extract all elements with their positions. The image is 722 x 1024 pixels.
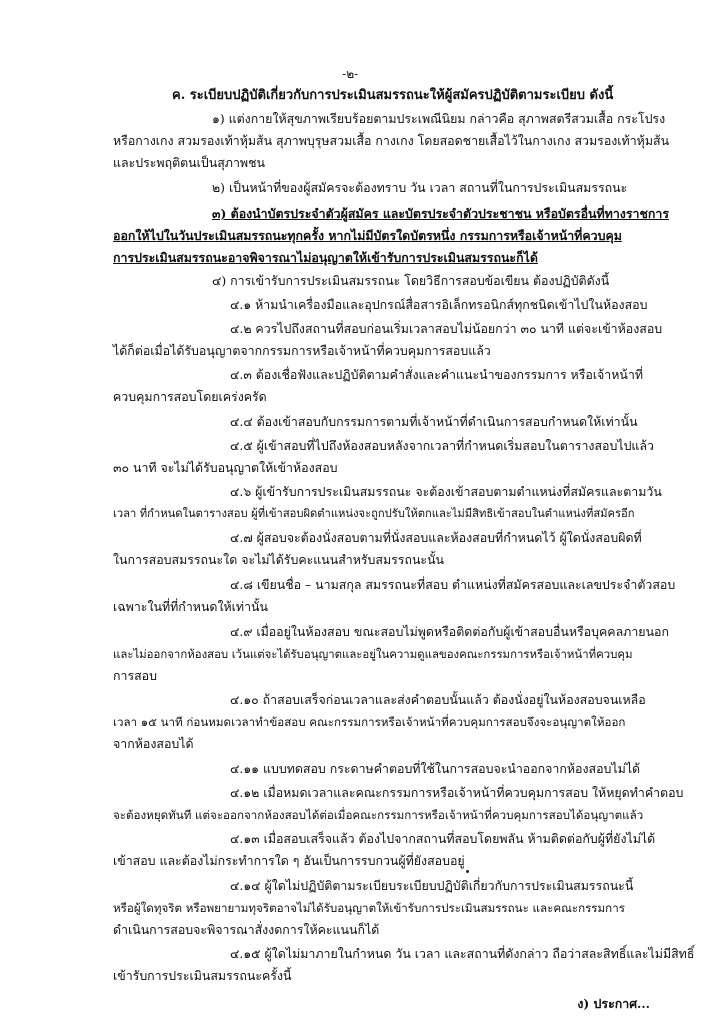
text-line-emphasis: การประเมินสมรรถนะอาจพิจารณาไม่อนุญาตให้เข้ารับการประเมินสมรรถนะก็ได้ bbox=[113, 250, 538, 265]
text-line: ๔.๑๑ แบบทดสอบ กระดาษคำตอบที่ใช้ในการสอบจะนำออกจากห้องสอบไม่ได้ bbox=[230, 761, 641, 776]
text-line: จะต้องหยุดทันที แต่จะออกจากห้องสอบได้ต่อเมื่อคณะกรรมการหรือเจ้าหน้าที่ควบคุมการสอบได้อนุญาตแล้ว bbox=[113, 808, 644, 822]
text-line: ดำเนินการสอบจะพิจารณาสั่งงดการให้คะแนนก็ได้ bbox=[113, 922, 380, 937]
text-line: การสอบ bbox=[113, 668, 157, 683]
text-line: ได้ก็ต่อเมื่อได้รับอนุญาตจากกรรมการหรือเจ้าหน้าที่ควบคุมการสอบแล้ว bbox=[113, 343, 491, 358]
text-line: ๔.๔ ต้องเข้าสอบกับกรรมการตามที่เจ้าหน้าที่ดำเนินการสอบกำหนดให้เท่านั้น bbox=[230, 414, 638, 429]
text-line: เวลา ที่กำหนดในตารางสอบ ผู้ที่เข้าสอบผิดตำแหน่งจะถูกปรับให้ตกและไม่มีสิทธิเข้าสอบในตำแหน่งที่สมัครอีก bbox=[113, 507, 635, 520]
text-line: ๔.๒ ควรไปถึงสถานที่สอบก่อนเริ่มเวลาสอบไม่น้อยกว่า ๓๐ นาที แต่จะเข้าห้องสอบ bbox=[230, 321, 663, 336]
text-line: ๔.๑๓ เมื่อสอบเสร็จแล้ว ต้องไปจากสถานที่สอบโดยพลัน ห้ามติดต่อกับผู้ที่ยังไม่ได้ bbox=[230, 831, 656, 846]
text-line: และประพฤติตนเป็นสุภาพชน bbox=[113, 155, 265, 170]
text-line-emphasis: ออกให้ไปในวันประเมินสมรรถนะทุกครั้ง หากไม่มีบัตรใดบัตรหนึ่ง กรรมการหรือเจ้าหน้าที่ควบคุม bbox=[113, 228, 622, 243]
text-line: ๔.๓ ต้องเชื่อฟังและปฏิบัติตามคำสั่งและคำแนะนำของกรรมการ หรือเจ้าหน้าที่ bbox=[230, 367, 644, 382]
section-heading: ค. ระเบียบปฏิบัติเกี่ยวกับการประเมินสมรรถนะให้ผู้สมัครปฏิบัติตามระเบียบ ดังนี้ bbox=[172, 88, 614, 103]
text-line: ๔.๗ ผู้สอบจะต้องนั่งสอบตามที่นั่งสอบและห้องสอบที่กำหนดไว้ ผู้ใดนั่งสอบผิดที่ bbox=[230, 530, 642, 545]
text-line: หรือผู้ใดทุจริต หรือพยายามทุจริตอาจไม่ได้รับอนุญาตให้เข้ารับการประเมินสมรรถนะ และคณะกรรมการ bbox=[113, 901, 625, 915]
text-line: ๒) เป็นหน้าที่ของผู้สมัครจะต้องทราบ วัน เวลา สถานที่ในการประเมินสมรรถนะ bbox=[212, 180, 628, 195]
text-line: ๓๐ นาที จะไม่ได้รับอนุญาตให้เข้าห้องสอบ bbox=[113, 460, 338, 475]
text-line: ๔.๑๐ ถ้าสอบเสร็จก่อนเวลาและส่งคำตอบนั้นแล้ว ต้องนั่งอยู่ในห้องสอบจนเหลือ bbox=[230, 692, 646, 707]
text-line: เวลา ๑๕ นาที ก่อนหมดเวลาทำข้อสอบ คณะกรรมการหรือเจ้าหน้าที่ควบคุมการสอบจึงจะอนุญาตให้ออก bbox=[113, 715, 626, 729]
text-line: ๔.๑๔ ผู้ใดไม่ปฏิบัติตามระเบียบระเบียบปฏิบัติเกี่ยวกับการประเมินสมรรถนะนี้ bbox=[230, 878, 634, 893]
text-line: ๔.๑ ห้ามนำเครื่องมือและอุปกรณ์สื่อสารอิเล็กทรอนิกส์ทุกชนิดเข้าไปในห้องสอบ bbox=[230, 297, 648, 312]
text-line: ๔.๑๕ ผู้ใดไม่มาภายในกำหนด วัน เวลา และสถานที่ดังกล่าว ถือว่าสละสิทธิ์และไม่มีสิทธิ์ bbox=[230, 946, 695, 961]
page-continuation: ง) ประกาศ... bbox=[577, 996, 650, 1011]
text-line: เข้าสอบ และต้องไม่กระทำการใด ๆ อันเป็นการรบกวนผู้ที่ยังสอบอยู่ bbox=[113, 853, 465, 868]
text-line: ๔.๑๒ เมื่อหมดเวลาและคณะกรรมการหรือเจ้าหน้าที่ควบคุมการสอบ ให้หยุดทำคำตอบ bbox=[230, 785, 684, 800]
text-line: ๔.๙ เมื่ออยู่ในห้องสอบ ขณะสอบไม่พูดหรือติดต่อกับผู้เข้าสอบอื่นหรือบุคคลภายนอก bbox=[230, 624, 669, 639]
text-line: ๔) การเข้ารับการประเมินสมรรถนะ โดยวิธีการสอบข้อเขียน ต้องปฏิบัติดังนี้ bbox=[212, 273, 610, 288]
text-line: ๔.๕ ผู้เข้าสอบที่ไปถึงห้องสอบหลังจากเวลาที่กำหนดเริ่มสอบในตารางสอบไปแล้ว bbox=[230, 438, 654, 453]
text-line: เฉพาะในที่ที่กำหนดให้เท่านั้น bbox=[113, 599, 268, 614]
text-line: จากห้องสอบได้ bbox=[113, 736, 194, 751]
text-line: ในการสอบสมรรถนะใด จะไม่ได้รับคะแนนสำหรับสมรรถนะนั้น bbox=[113, 552, 445, 567]
text-line: ควบคุมการสอบโดยเคร่งครัด bbox=[113, 389, 267, 404]
text-line: เข้ารับการประเมินสมรรถนะครั้งนี้ bbox=[113, 968, 292, 983]
page-number: -๒- bbox=[342, 66, 359, 81]
scan-speck bbox=[466, 870, 469, 873]
text-line: หรือกางเกง สวมรองเท้าหุ้มส้น สุภาพบุรุษสวมเสื้อ กางเกง โดยสอดชายเสื้อไว้ในกางเกง สวมรองเท้าหุ้มส้น bbox=[113, 133, 670, 148]
text-line: และไม่ออกจากห้องสอบ เว้นแต่จะได้รับอนุญาตและอยู่ในความดูแลของคณะกรรมการหรือเจ้าหน้าที่ควบคุม bbox=[113, 647, 633, 661]
text-line: ๑) แต่งกายให้สุขภาพเรียบร้อยตามประเพณีนิยม กล่าวคือ สุภาพสตรีสวมเสื้อ กระโปรง bbox=[212, 111, 666, 126]
text-line: ๔.๖ ผู้เข้ารับการประเมินสมรรถนะ จะต้องเข้าสอบตามตำแหน่งที่สมัครและตามวัน bbox=[230, 484, 662, 499]
text-line: ๔.๘ เขียนชื่อ – นามสกุล สมรรถนะที่สอบ ตำแหน่งที่สมัครสอบและเลขประจำตัวสอบ bbox=[230, 577, 676, 592]
text-line-emphasis: ๓) ต้องนำบัตรประจำตัวผู้สมัคร และบัตรประจำตัวประชาชน หรือบัตรอื่นที่ทางราชการ bbox=[212, 206, 669, 221]
